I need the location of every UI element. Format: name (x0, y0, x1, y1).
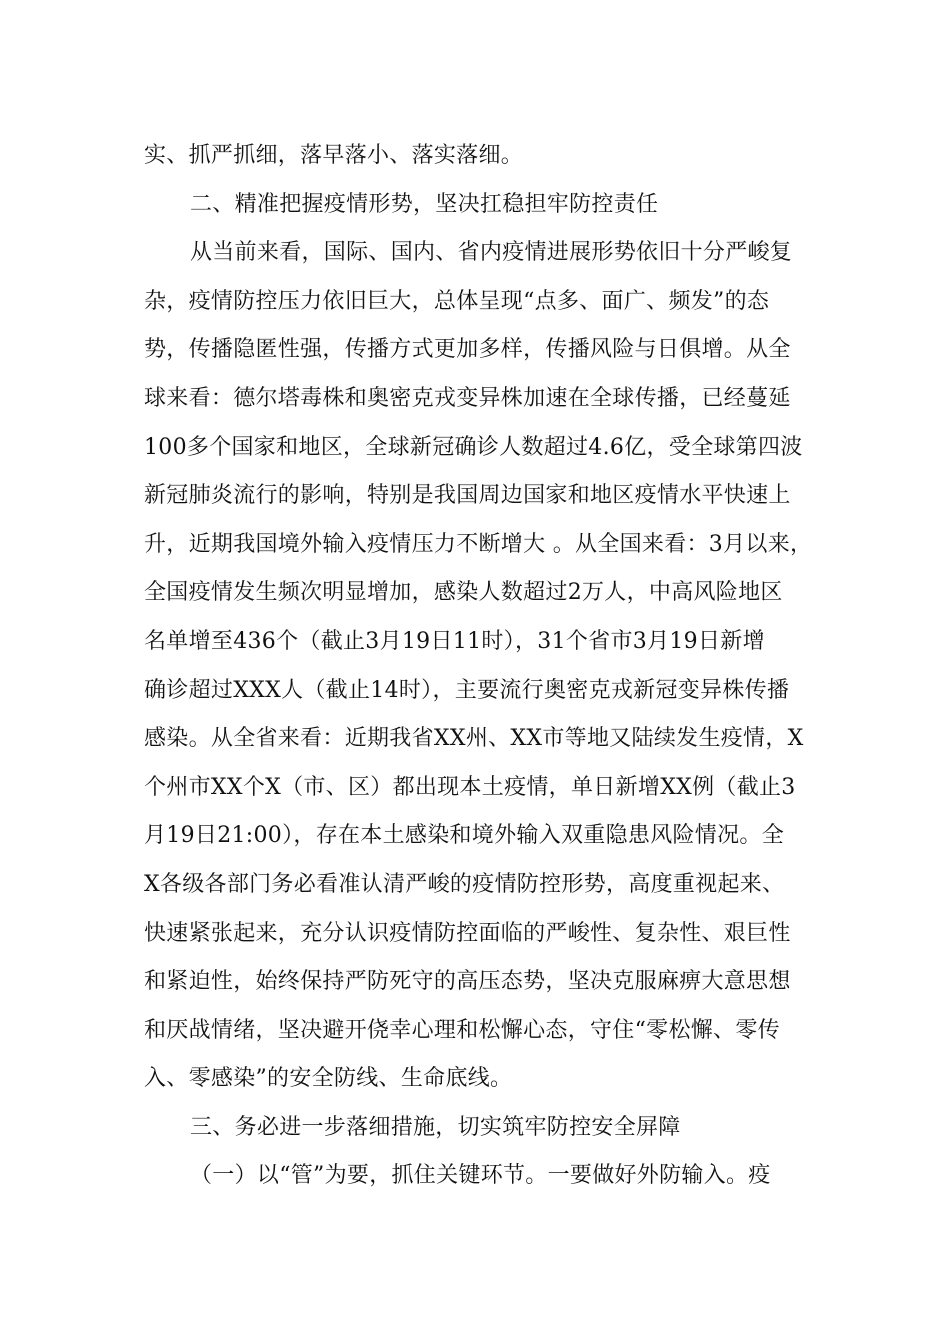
section-heading-3: 三、务必进一步落细措施，切实筑牢防控安全屏障 (190, 1114, 681, 1140)
body-line: 势，传播隐匿性强，传播方式更加多样，传播风险与日俱增。从全 (144, 337, 791, 363)
body-line: 确诊超过XXX人（截止14时），主要流行奥密克戎新冠变异株传播 (144, 677, 790, 703)
body-line: 和厌战情绪，坚决避开侥幸心理和松懈心态，守住“零松懈、零传 (144, 1017, 780, 1043)
body-line: 新冠肺炎流行的影响，特别是我国周边国家和地区疫情水平快速上 (144, 483, 791, 509)
body-line: 球来看：德尔塔毒株和奥密克戎变异株加速在全球传播，已经蔓延 (144, 385, 791, 411)
body-line: 从当前来看，国际、国内、省内疫情进展形势依旧十分严峻复 (190, 240, 793, 266)
body-line: 入、零感染”的安全防线、生命底线。 (144, 1066, 513, 1092)
section-heading-2: 二、精准把握疫情形势，坚决扛稳担牢防控责任 (190, 191, 659, 217)
body-line: 升，近期我国境外输入疫情压力不断增大 。从全国来看：3月以来， (144, 531, 813, 557)
body-line: 月19日21:00），存在本土感染和境外输入双重隐患风险情况。全 (144, 823, 784, 849)
subsection-heading-1: （一）以“管”为要，抓住关键环节。一要做好外防输入。疫 (190, 1163, 771, 1189)
body-line: 全国疫情发生频次明显增加，感染人数超过2万人，中高风险地区 (144, 580, 783, 606)
document-body (144, 132, 813, 1201)
body-line: 名单增至436个（截止3月19日11时），31个省市3月19日新增 (144, 628, 765, 654)
body-line: 100多个国家和地区，全球新冠确诊人数超过4.6亿，受全球第四波 (144, 434, 803, 460)
body-line: 杂，疫情防控压力依旧巨大，总体呈现“点多、面广、频发”的态 (144, 288, 770, 314)
body-line: X各级各部门务必看准认清严峻的疫情防控形势，高度重视起来、 (144, 871, 785, 897)
body-line: 个州市XX个X（市、区）都出现本土疫情，单日新增XX例（截止3 (144, 774, 796, 800)
body-line: 快速紧张起来，充分认识疫情防控面临的严峻性、复杂性、艰巨性 (144, 920, 791, 946)
body-line: 和紧迫性，始终保持严防死守的高压态势，坚决克服麻痹大意思想 (144, 969, 791, 995)
body-line: 实、抓严抓细，落早落小、落实落细。 (144, 143, 524, 168)
body-line: 感染。从全省来看：近期我省XX州、XX市等地又陆续发生疫情，X (144, 726, 804, 752)
